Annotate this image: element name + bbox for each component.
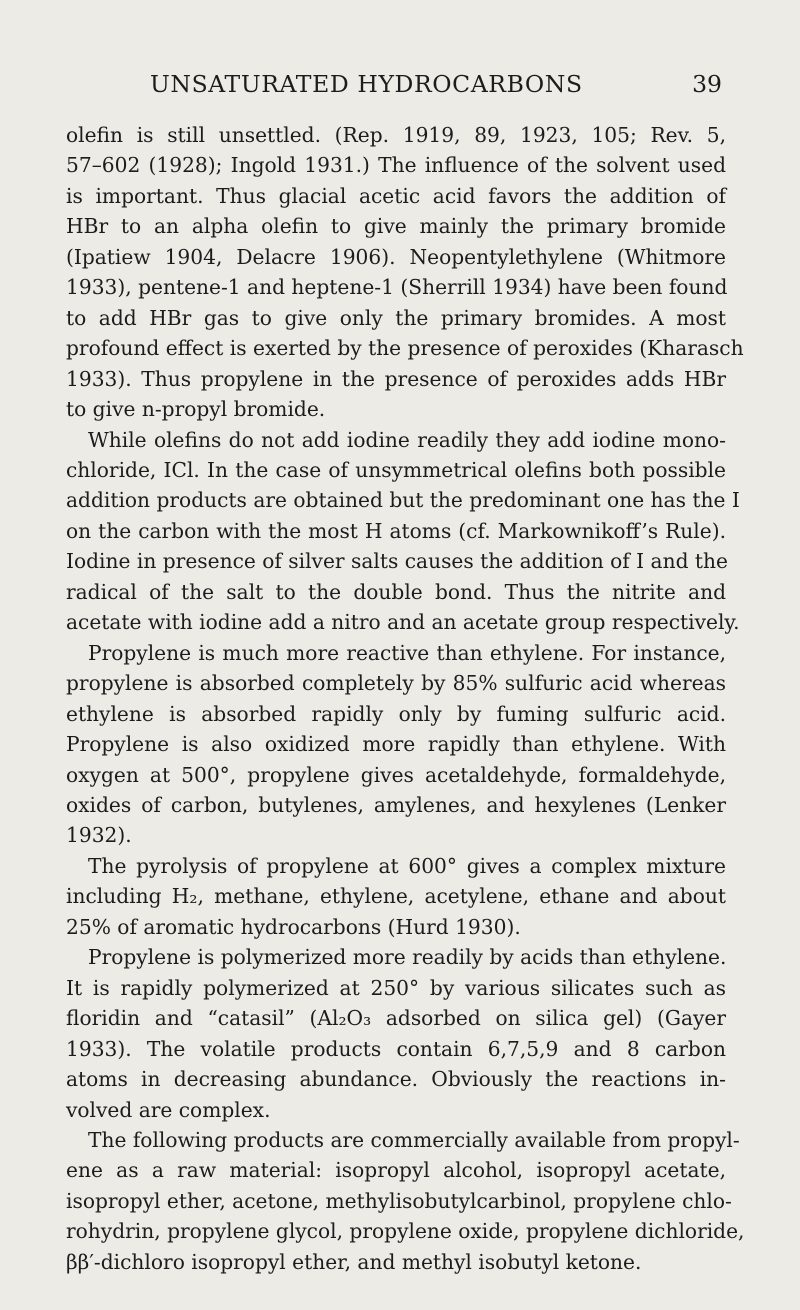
text-line: to give n-propyl bromide. — [66, 397, 326, 422]
text-line: chloride, ICl. In the case of unsymmetrical olefins both possible — [66, 457, 726, 482]
text-line: 1933), pentene-1 and heptene-1 (Sherrill 1934) have been found — [66, 275, 728, 300]
running-head: UNSATURATED HYDROCARBONS — [150, 70, 583, 98]
text-line: profound effect is exerted by the presence of peroxides (Kharasch — [66, 336, 744, 361]
paragraph-start-line: While olefins do not add iodine readily they add iodine mono- — [88, 427, 726, 452]
page-number: 39 — [692, 70, 722, 98]
text-line: Iodine in presence of silver salts causes the addition of I and the — [66, 549, 728, 574]
text-line: including H₂, methane, ethylene, acetylene, ethane and about — [66, 884, 726, 909]
text-line: on the carbon with the most H atoms (cf. Markownikoff’s Rule). — [66, 518, 726, 543]
text-line: rohydrin, propylene glycol, propylene oxide, propylene dichloride, — [66, 1219, 745, 1244]
text-line: ethylene is absorbed rapidly only by fuming sulfuric acid. — [66, 701, 726, 726]
paragraph-start-line: The following products are commercially available from propyl- — [88, 1127, 740, 1152]
text-line: 25% of aromatic hydrocarbons (Hurd 1930). — [66, 914, 521, 939]
text-line: oxides of carbon, butylenes, amylenes, and hexylenes (Lenker — [66, 792, 726, 817]
text-line: radical of the salt to the double bond. Thus the nitrite and — [66, 579, 726, 604]
body-text — [66, 120, 745, 1277]
paragraph-start-line: The pyrolysis of propylene at 600° gives a complex mixture — [88, 853, 726, 878]
text-line: oxygen at 500°, propylene gives acetaldehyde, formaldehyde, — [66, 762, 726, 787]
text-line: isopropyl ether, acetone, methylisobutylcarbinol, propylene chlo- — [66, 1188, 732, 1213]
text-line: 1932). — [66, 823, 132, 848]
text-line: acetate with iodine add a nitro and an acetate group respectively. — [66, 610, 740, 635]
text-line: 1933). The volatile products contain 6,7,5,9 and 8 carbon — [66, 1036, 726, 1061]
text-line: addition products are obtained but the predominant one has the I — [66, 488, 740, 513]
paragraph-start-line: Propylene is polymerized more readily by acids than ethylene. — [88, 945, 727, 970]
text-line: to add HBr gas to give only the primary bromides. A most — [66, 305, 726, 330]
text-line: atoms in decreasing abundance. Obviously the reactions in- — [66, 1067, 726, 1092]
text-line: It is rapidly polymerized at 250° by various silicates such as — [66, 975, 726, 1000]
text-line: propylene is absorbed completely by 85% sulfuric acid whereas — [66, 671, 726, 696]
text-line: 1933). Thus propylene in the presence of peroxides adds HBr — [66, 366, 726, 391]
paragraph-start-line: Propylene is much more reactive than ethylene. For instance, — [88, 640, 726, 665]
text-line: olefin is still unsettled. (Rep. 1919, 89, 1923, 105; Rev. 5, — [66, 123, 726, 147]
text-line: HBr to an alpha olefin to give mainly the primary bromide — [66, 214, 726, 239]
text-line: (Ipatiew 1904, Delacre 1906). Neopentylethylene (Whitmore — [66, 244, 726, 269]
text-line: ene as a raw material: isopropyl alcohol, isopropyl acetate, — [66, 1158, 726, 1183]
text-line: volved are complex. — [66, 1097, 271, 1122]
text-line: Propylene is also oxidized more rapidly than ethylene. With — [66, 732, 726, 757]
text-line: floridin and “catasil” (Al₂O₃ adsorbed on silica gel) (Gayer — [66, 1006, 726, 1031]
text-line: 57–602 (1928); Ingold 1931.) The influence of the solvent used — [66, 153, 726, 178]
page-header — [0, 70, 800, 110]
text-line: is important. Thus glacial acetic acid favors the addition of — [66, 183, 726, 208]
text-line: ββ′-dichloro isopropyl ether, and methyl isobutyl ketone. — [66, 1249, 642, 1274]
